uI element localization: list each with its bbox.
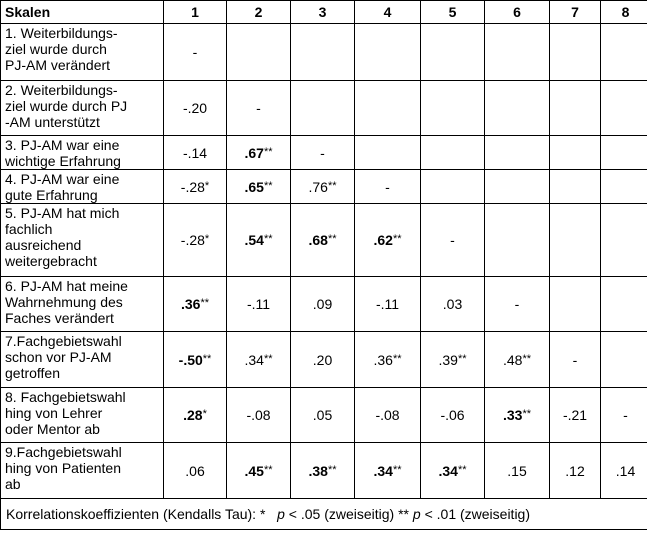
cell-value: -.20: [182, 100, 208, 116]
significance-marker: **: [392, 463, 402, 476]
cell-r1-c7: [550, 24, 601, 81]
cell-r5-c8: [601, 204, 647, 277]
cell-value: -.11: [246, 296, 271, 312]
significance-marker: **: [392, 233, 402, 245]
cell-r6-c4: [355, 277, 421, 332]
significance-marker: **: [457, 463, 467, 476]
header-col-3: 3: [291, 1, 355, 24]
cell-r4-c1: [164, 170, 227, 204]
cell-r9-c8: [601, 443, 647, 499]
cell-r9-c4: [355, 443, 421, 499]
cell-r4-c8: [601, 170, 647, 204]
row-label: [1, 24, 164, 81]
cell-r8-c4: [355, 388, 421, 443]
cell-r9-c1: [164, 443, 227, 499]
cell-value: .15: [507, 462, 527, 479]
cell-r3-c8: [601, 136, 647, 170]
cell-r5-c7: [550, 204, 601, 277]
header-col-7: 7: [550, 1, 601, 24]
cell-value: -: [320, 144, 325, 161]
cell-r6-c6: [485, 277, 550, 332]
cell-value: -.14: [182, 144, 208, 161]
significance-marker: *: [204, 179, 210, 192]
significance-marker: **: [200, 297, 210, 309]
cell-value: -: [572, 351, 578, 368]
cell-r6-c2: [227, 277, 291, 332]
table-row: [1, 277, 647, 332]
cell-r6-c1: [164, 277, 227, 332]
cell-r2-c4: [355, 81, 421, 136]
row-label-line: 7.Fachgebietswahl: [5, 333, 122, 349]
row-label-line: 9.Fachgebietswahl: [5, 444, 122, 460]
cell-r3-c7: [550, 136, 601, 170]
header-col-8: 8: [601, 1, 647, 24]
cell-value: .09: [312, 296, 333, 312]
cell-r7-c2: [227, 332, 291, 388]
cell-r4-c7: [550, 170, 601, 204]
significance-marker: **: [263, 145, 273, 158]
row-label-line: -AM unterstützt: [5, 114, 100, 130]
cell-value: .34: [373, 462, 393, 479]
row-label-line: 2. Weiterbildungs-: [5, 82, 118, 98]
footnote-prefix: Korrelationskoeffizienten (Kendalls Tau): *: [6, 506, 266, 522]
cell-value: .20: [312, 351, 333, 368]
cell-r4-c6: [485, 170, 550, 204]
cell-value: -: [514, 296, 520, 312]
row-label: [1, 170, 164, 204]
table-row: [1, 388, 647, 443]
row-label-line: ziel wurde durch: [5, 41, 107, 57]
cell-value: .34: [244, 351, 264, 368]
header-col-1: 1: [164, 1, 227, 24]
cell-value: .48: [502, 351, 523, 368]
cell-r4-c5: [421, 170, 485, 204]
cell-value: .45: [244, 462, 264, 479]
cell-r8-c1: [164, 388, 227, 443]
footnote-suffix: < .01 (zweiseitig): [420, 506, 531, 522]
cell-r7-c3: [291, 332, 355, 388]
cell-r1-c3: [291, 24, 355, 81]
row-label-line: schon vor PJ-AM: [5, 349, 112, 365]
cell-r5-c3: [291, 204, 355, 277]
footnote-p2: p: [412, 506, 421, 522]
cell-value: -.08: [246, 407, 271, 423]
cell-value: -.21: [562, 407, 588, 423]
cell-value: -: [623, 407, 628, 423]
cell-value: -: [192, 44, 198, 60]
cell-r3-c2: [227, 136, 291, 170]
cell-r2-c6: [485, 81, 550, 136]
cell-value: .76: [308, 178, 328, 195]
cell-r4-c4: [355, 170, 421, 204]
cell-r2-c2: [227, 81, 291, 136]
cell-r3-c3: [291, 136, 355, 170]
row-label-line: ziel wurde durch PJ: [5, 98, 128, 114]
cell-r9-c6: [485, 443, 550, 499]
cell-r3-c6: [485, 136, 550, 170]
cell-r7-c7: [550, 332, 601, 388]
cell-r6-c7: [550, 277, 601, 332]
row-label-line: getroffen: [5, 365, 61, 381]
significance-marker: **: [263, 352, 273, 365]
cell-r7-c5: [421, 332, 485, 388]
cell-value: .62: [373, 232, 393, 248]
significance-marker: **: [522, 352, 532, 365]
cell-value: -.08: [375, 407, 400, 423]
cell-value: .05: [312, 407, 333, 423]
cell-r5-c2: [227, 204, 291, 277]
row-label-line: wichtige Erfahrung: [5, 153, 121, 169]
significance-marker: **: [263, 179, 273, 192]
cell-r8-c5: [421, 388, 485, 443]
row-label-line: oder Mentor ab: [5, 421, 100, 437]
significance-marker: **: [202, 352, 212, 365]
header-col-4: 4: [355, 1, 421, 24]
cell-value: .34: [438, 462, 458, 479]
cell-value: -: [385, 178, 390, 195]
cell-r5-c1: [164, 204, 227, 277]
cell-r7-c6: [485, 332, 550, 388]
cell-value: .12: [565, 462, 585, 479]
header-skalen: Skalen: [1, 1, 164, 24]
cell-r5-c6: [485, 204, 550, 277]
row-label-line: 6. PJ-AM hat meine: [5, 278, 128, 294]
significance-marker: **: [392, 352, 402, 365]
header-row: [1, 1, 647, 24]
footnote-mid: < .05 (zweiseitig) **: [284, 506, 413, 522]
cell-r6-c8: [601, 277, 647, 332]
cell-r7-c1: [164, 332, 227, 388]
table-row: [1, 136, 647, 170]
significance-marker: **: [263, 463, 273, 476]
cell-value: -.50: [178, 351, 203, 368]
cell-r1-c6: [485, 24, 550, 81]
cell-r4-c3: [291, 170, 355, 204]
cell-value: .39: [438, 351, 458, 368]
cell-r9-c5: [421, 443, 485, 499]
row-label-line: 3. PJ-AM war eine: [5, 137, 120, 153]
row-label: [1, 388, 164, 443]
cell-r9-c2: [227, 443, 291, 499]
cell-r2-c7: [550, 81, 601, 136]
cell-r2-c5: [421, 81, 485, 136]
row-label: [1, 332, 164, 388]
row-label-line: 8. Fachgebietswahl: [5, 389, 126, 405]
table-row: [1, 170, 647, 204]
cell-r7-c4: [355, 332, 421, 388]
cell-value: -.28: [180, 232, 205, 248]
cell-r3-c1: [164, 136, 227, 170]
cell-value: -: [450, 232, 455, 248]
cell-r2-c3: [291, 81, 355, 136]
header-col-5: 5: [421, 1, 485, 24]
header-col-6: 6: [485, 1, 550, 24]
row-label: [1, 204, 164, 277]
footnote-p1: p: [277, 506, 285, 522]
cell-value: .33: [502, 407, 523, 423]
row-label: [1, 277, 164, 332]
cell-r1-c5: [421, 24, 485, 81]
cell-r8-c7: [550, 388, 601, 443]
row-label-line: Wahrnehmung des: [5, 294, 123, 310]
cell-value: .14: [615, 462, 636, 479]
header-col-2: 2: [227, 1, 291, 24]
cell-value: .67: [244, 144, 264, 161]
significance-marker: **: [327, 179, 337, 192]
cell-r8-c2: [227, 388, 291, 443]
cell-r3-c5: [421, 136, 485, 170]
significance-marker: **: [457, 352, 467, 365]
cell-r1-c2: [227, 24, 291, 81]
row-label-line: 1. Weiterbildungs-: [5, 25, 118, 41]
cell-r7-c8: [601, 332, 647, 388]
significance-marker: **: [327, 463, 337, 476]
cell-r1-c4: [355, 24, 421, 81]
significance-marker: *: [202, 408, 207, 420]
significance-marker: **: [263, 233, 273, 245]
cell-value: .68: [308, 232, 328, 248]
table-body: [1, 24, 647, 499]
row-label-line: 4. PJ-AM war eine: [5, 171, 120, 187]
cell-r2-c8: [601, 81, 647, 136]
footnote: [1, 499, 647, 530]
cell-value: .54: [244, 232, 264, 248]
cell-r2-c1: [164, 81, 227, 136]
row-label-line: hing von Lehrer: [5, 405, 103, 421]
row-label: [1, 443, 164, 499]
cell-value: -.11: [375, 296, 400, 312]
row-label-line: Faches verändert: [5, 310, 114, 326]
row-label-line: ausreichend: [5, 237, 82, 253]
row-label-line: ab: [5, 476, 21, 492]
cell-r8-c6: [485, 388, 550, 443]
cell-r1-c1: [164, 24, 227, 81]
cell-r4-c2: [227, 170, 291, 204]
cell-value: .03: [442, 296, 463, 312]
row-label-line: hing von Patienten: [5, 460, 121, 476]
cell-r1-c8: [601, 24, 647, 81]
significance-marker: **: [522, 408, 532, 420]
cell-value: .38: [308, 462, 328, 479]
cell-r5-c4: [355, 204, 421, 277]
table-row: [1, 24, 647, 81]
significance-marker: **: [327, 233, 337, 245]
cell-r5-c5: [421, 204, 485, 277]
cell-r3-c4: [355, 136, 421, 170]
row-label-line: weitergebracht: [5, 253, 97, 269]
row-label: [1, 136, 164, 170]
cell-value: .28: [183, 407, 203, 423]
row-label-line: gute Erfahrung: [5, 187, 98, 203]
cell-r8-c8: [601, 388, 647, 443]
row-label: [1, 81, 164, 136]
cell-value: .36: [373, 351, 393, 368]
cell-value: -.28: [180, 178, 205, 195]
table-row: [1, 332, 647, 388]
cell-r9-c3: [291, 443, 355, 499]
row-label-line: fachlich: [5, 221, 53, 237]
table-row: [1, 443, 647, 499]
cell-value: -: [256, 100, 261, 116]
cell-r9-c7: [550, 443, 601, 499]
row-label-line: 5. PJ-AM hat mich: [5, 205, 120, 221]
cell-r6-c5: [421, 277, 485, 332]
cell-value: .36: [180, 296, 201, 312]
cell-value: .65: [244, 178, 264, 195]
table-row: [1, 204, 647, 277]
footer-row: [1, 499, 647, 530]
cell-value: -.06: [440, 407, 465, 423]
cell-r6-c3: [291, 277, 355, 332]
table-row: [1, 81, 647, 136]
row-label-line: PJ-AM verändert: [5, 57, 111, 73]
cell-r8-c3: [291, 388, 355, 443]
significance-marker: *: [204, 233, 210, 245]
cell-value: .06: [185, 462, 205, 479]
